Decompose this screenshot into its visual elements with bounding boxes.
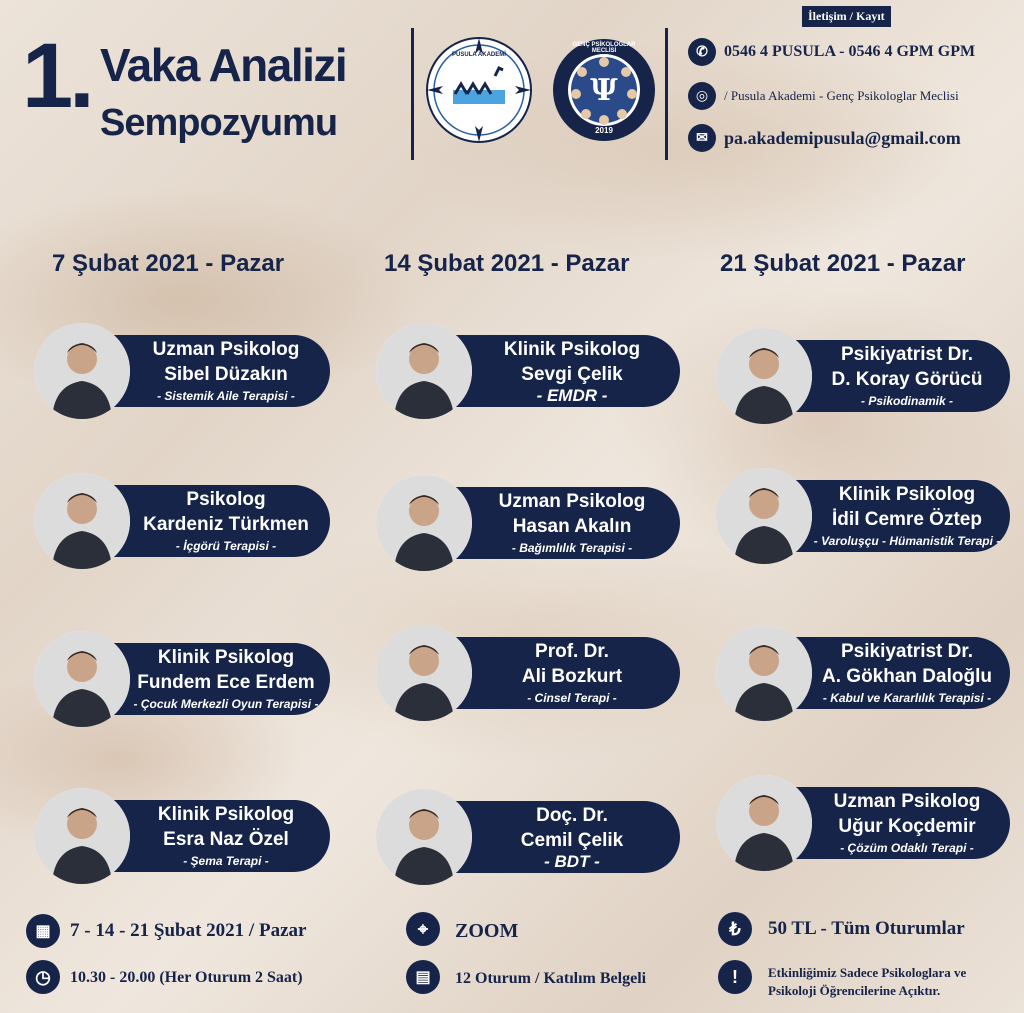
date-col1: 7 Şubat 2021 - Pazar <box>52 250 285 277</box>
speaker-topic: - BDT - <box>544 852 600 871</box>
speaker-card <box>34 643 330 715</box>
phone-row[interactable] <box>688 38 975 66</box>
speaker-name: Sevgi Çelik <box>521 364 623 385</box>
speaker-title: Psikolog <box>186 489 266 510</box>
speaker-card <box>34 485 330 557</box>
speaker-card <box>376 637 680 709</box>
speaker-topic: - Çözüm Odaklı Terapi - <box>840 841 974 855</box>
speaker-topic: - İçgörü Terapisi - <box>175 539 277 553</box>
speaker-photo <box>376 323 472 419</box>
speaker-name: Uğur Koçdemir <box>838 816 976 837</box>
speaker-topic: - Çocuk Merkezli Oyun Terapisi - <box>133 697 319 711</box>
speaker-title: Klinik Psikolog <box>157 804 295 825</box>
speaker-topic: - Kabul ve Kararlılık Terapisi - <box>822 691 992 705</box>
speaker-card <box>716 340 1010 412</box>
divider <box>411 28 414 160</box>
speaker-photo <box>34 631 130 727</box>
speaker-name: Fundem Ece Erdem <box>137 672 315 693</box>
speaker-name: Cemil Çelik <box>520 830 624 851</box>
speaker-name: Hasan Akalın <box>512 516 632 537</box>
speaker-card <box>716 480 1010 552</box>
speaker-title: Klinik Psikolog <box>157 647 295 668</box>
footer-dates: 7 - 14 - 21 Şubat 2021 / Pazar <box>70 920 307 941</box>
email-row[interactable] <box>688 124 961 152</box>
pusula-akademi-logo <box>425 36 533 144</box>
speaker-photo <box>716 328 812 424</box>
speaker-card <box>716 637 1010 709</box>
instagram-text: / Pusula Akademi - Genç Psikologlar Meclisi <box>724 88 959 103</box>
lira-icon: ₺ <box>718 912 752 946</box>
title-line2: Sempozyumu <box>100 102 338 144</box>
calendar-icon: ▦ <box>26 914 60 948</box>
speaker-title: Doç. Dr. <box>536 805 608 826</box>
speaker-photo <box>716 775 812 871</box>
speaker-photo <box>34 323 130 419</box>
document-icon: ▤ <box>406 960 440 994</box>
clock-icon: ◷ <box>26 960 60 994</box>
speaker-card <box>376 801 680 873</box>
speaker-card <box>376 487 680 559</box>
exclamation-icon: ! <box>718 960 752 994</box>
genc-psikologlar-meclisi-logo <box>552 38 656 142</box>
speaker-title: Uzman Psikolog <box>152 339 300 360</box>
speaker-card <box>376 335 680 407</box>
email-text: pa.akademipusula@gmail.com <box>724 127 961 148</box>
svg-text:Ψ: Ψ <box>590 73 618 108</box>
speaker-photo <box>376 475 472 571</box>
title-line1: Vaka Analizi <box>100 39 347 91</box>
footer-platform: ZOOM <box>455 920 519 942</box>
footer-sessions: 12 Oturum / Katılım Belgeli <box>455 970 647 987</box>
date-col2: 14 Şubat 2021 - Pazar <box>384 250 630 277</box>
date-col3: 21 Şubat 2021 - Pazar <box>720 250 966 277</box>
speaker-photo <box>376 789 472 885</box>
speaker-card <box>34 800 330 872</box>
title-number: 1. <box>22 25 91 127</box>
logo2-year: 2019 <box>595 126 613 135</box>
phone-text: 0546 4 PUSULA - 0546 4 GPM GPM <box>724 43 976 60</box>
speaker-topic: - Sistemik Aile Terapisi - <box>157 389 295 403</box>
instagram-icon: ◎ <box>688 82 716 110</box>
footer-notice: Etkinliğimiz Sadece Psikologlara ve Psikoloji Öğrencilerine Açıktır. <box>768 965 967 998</box>
divider <box>665 28 668 160</box>
speaker-photo <box>34 788 130 884</box>
speaker-title: Klinik Psikolog <box>838 484 976 505</box>
speaker-name: İdil Cemre Öztep <box>832 509 982 530</box>
speaker-title: Prof. Dr. <box>535 641 609 662</box>
speaker-topic: - Psikodinamik - <box>860 394 954 408</box>
speaker-topic: - Varoluşçu - Hümanistik Terapi - <box>813 534 1001 548</box>
instagram-row[interactable] <box>688 82 959 110</box>
speaker-topic: - Cinsel Terapi - <box>527 691 617 705</box>
speaker-title: Uzman Psikolog <box>498 491 646 512</box>
logo1-label: PUSULA AKADEMİ <box>452 52 506 58</box>
mail-icon: ✉ <box>688 124 716 152</box>
speaker-title: Uzman Psikolog <box>833 791 981 812</box>
footer-price: 50 TL - Tüm Oturumlar <box>768 918 965 939</box>
speaker-name: Kardeniz Türkmen <box>143 514 309 535</box>
location-pin-icon: ⌖ <box>406 912 440 946</box>
speaker-name: Sibel Düzakın <box>164 364 288 385</box>
speaker-name: A. Gökhan Daloğlu <box>822 666 992 687</box>
speaker-card <box>716 787 1010 859</box>
speaker-photo <box>716 468 812 564</box>
speaker-name: Esra Naz Özel <box>163 829 289 850</box>
contact-register-button[interactable]: İletişim / Kayıt <box>802 6 891 27</box>
speaker-name: Ali Bozkurt <box>521 666 623 687</box>
whatsapp-icon: ✆ <box>688 38 716 66</box>
speaker-photo <box>376 625 472 721</box>
speaker-title: Psikiyatrist Dr. <box>840 344 974 365</box>
speaker-card <box>34 335 330 407</box>
speaker-topic: - Bağımlılık Terapisi - <box>511 541 633 555</box>
footer-hours: 10.30 - 20.00 (Her Oturum 2 Saat) <box>70 969 303 986</box>
speaker-topic: - EMDR - <box>536 386 608 405</box>
speaker-topic: - Şema Terapi - <box>183 854 269 868</box>
logo2-label: GENÇ PSİKOLOGLAR MECLİSİ <box>572 42 636 54</box>
speaker-title: Klinik Psikolog <box>503 339 641 360</box>
speaker-photo <box>34 473 130 569</box>
speaker-name: D. Koray Görücü <box>831 369 983 390</box>
speaker-photo <box>716 625 812 721</box>
speaker-title: Psikiyatrist Dr. <box>840 641 974 662</box>
